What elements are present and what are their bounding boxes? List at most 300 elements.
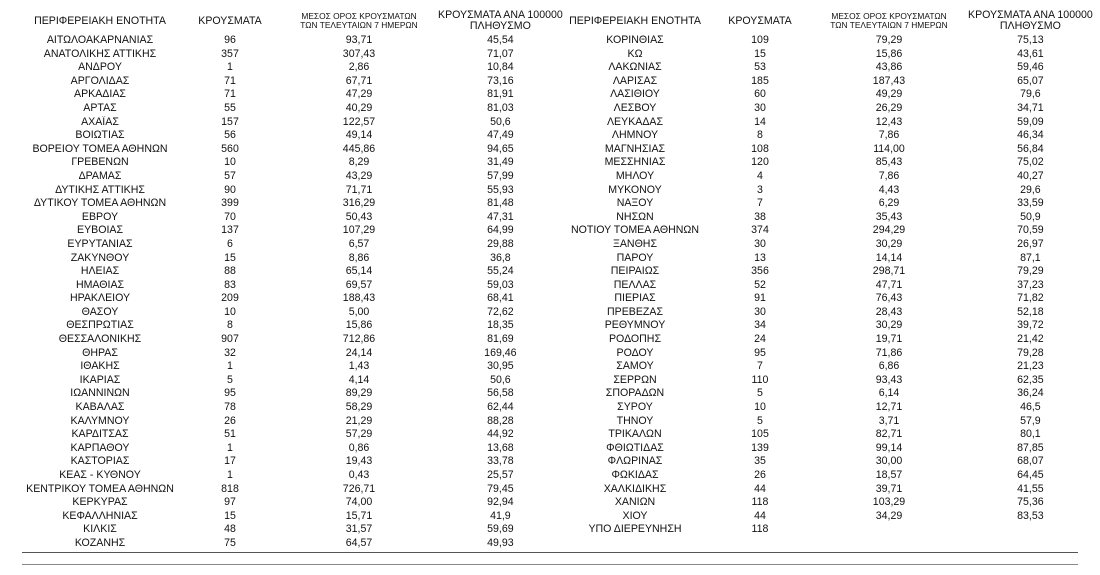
per100k-cell: 50,6 bbox=[490, 373, 511, 386]
table-row bbox=[560, 510, 1093, 524]
table-row bbox=[20, 116, 563, 130]
table-row bbox=[20, 197, 563, 211]
table-row bbox=[560, 401, 1093, 415]
region-cell: ΡΕΘΥΜΝΟΥ bbox=[604, 319, 666, 332]
table-row bbox=[20, 279, 563, 293]
table-row bbox=[560, 102, 1093, 116]
cases-cell: 357 bbox=[221, 47, 239, 60]
region-cell: ΣΕΡΡΩΝ bbox=[613, 373, 657, 386]
cases-cell: 8 bbox=[757, 129, 763, 142]
region-cell: ΚΑΣΤΟΡΙΑΣ bbox=[70, 455, 130, 468]
table-row bbox=[20, 537, 563, 551]
cases-cell: 13 bbox=[754, 251, 766, 264]
region-cell: ΕΥΡΥΤΑΝΙΑΣ bbox=[67, 237, 133, 250]
header-per100k-line2: ΠΛΗΘΥΣΜΟ bbox=[469, 20, 531, 32]
region-cell: ΚΕΦΑΛΛΗΝΙΑΣ bbox=[62, 509, 138, 522]
per100k-cell: 44,92 bbox=[487, 428, 514, 441]
table-row bbox=[20, 102, 563, 116]
avg7-cell: 114,00 bbox=[873, 142, 905, 155]
per100k-cell: 75,36 bbox=[1017, 496, 1044, 509]
cases-cell: 5 bbox=[227, 373, 233, 386]
cases-cell: 78 bbox=[224, 401, 236, 414]
table-row bbox=[20, 170, 563, 184]
per100k-cell: 37,23 bbox=[1017, 278, 1044, 291]
region-cell: ΚΕΡΚΥΡΑΣ bbox=[72, 496, 128, 509]
table-row bbox=[20, 319, 563, 333]
region-cell: ΘΕΣΣΑΛΟΝΙΚΗΣ bbox=[58, 333, 142, 346]
avg7-cell: 19,71 bbox=[875, 333, 903, 346]
table-row bbox=[560, 265, 1093, 279]
region-cell: ΜΑΓΝΗΣΙΑΣ bbox=[604, 142, 666, 155]
region-cell: ΝΗΣΩΝ bbox=[616, 210, 654, 223]
region-cell: ΙΚΑΡΙΑΣ bbox=[79, 373, 121, 386]
cases-cell: 110 bbox=[751, 373, 769, 386]
region-cell: ΠΕΙΡΑΙΩΣ bbox=[610, 265, 660, 278]
per100k-cell: 62,35 bbox=[1017, 373, 1044, 386]
cases-cell: 7 bbox=[757, 360, 763, 373]
avg7-cell: 31,57 bbox=[345, 523, 373, 536]
per100k-cell: 92,94 bbox=[487, 496, 514, 509]
header-region bbox=[560, 8, 710, 34]
cases-cell: 3 bbox=[757, 183, 763, 196]
header-cases-text: ΚΡΟΥΣΜΑΤΑ bbox=[728, 14, 792, 27]
avg7-cell: 316,29 bbox=[342, 197, 376, 210]
region-cell: ΝΟΤΙΟΥ ΤΟΜΕΑ ΑΘΗΝΩΝ bbox=[570, 224, 700, 237]
cases-cell: 560 bbox=[221, 142, 239, 155]
cases-cell: 17 bbox=[224, 455, 236, 468]
region-cell: ΒΟΙΩΤΙΑΣ bbox=[75, 129, 125, 142]
avg7-cell: 39,71 bbox=[875, 482, 903, 495]
region-cell: ΥΠΟ ΔΙΕΡΕΥΝΗΣΗ bbox=[588, 523, 682, 536]
region-cell: ΠΙΕΡΙΑΣ bbox=[614, 292, 656, 305]
per100k-cell: 41,9 bbox=[490, 509, 511, 522]
region-cell: ΣΠΟΡΑΔΩΝ bbox=[605, 387, 665, 400]
header-cases bbox=[180, 8, 280, 34]
avg7-cell: 6,86 bbox=[878, 360, 900, 373]
avg7-cell: 2,86 bbox=[348, 61, 370, 74]
per100k-cell: 47,49 bbox=[487, 129, 514, 142]
cases-cell: 91 bbox=[754, 292, 766, 305]
avg7-cell: 89,29 bbox=[345, 387, 373, 400]
header-avg7 bbox=[810, 8, 968, 34]
per100k-cell: 73,16 bbox=[487, 74, 514, 87]
region-cell: ΦΩΚΙΔΑΣ bbox=[611, 469, 659, 481]
table-row bbox=[560, 156, 1093, 170]
per100k-cell: 83,53 bbox=[1017, 509, 1044, 522]
per100k-cell: 29,88 bbox=[487, 237, 514, 250]
cases-cell: 57 bbox=[224, 169, 236, 182]
table-row bbox=[20, 347, 563, 361]
avg7-cell: 14,14 bbox=[875, 251, 903, 264]
per100k-cell: 87,85 bbox=[1017, 441, 1044, 454]
cases-cell: 51 bbox=[224, 428, 236, 441]
cases-cell: 10 bbox=[224, 305, 236, 318]
avg7-cell: 726,71 bbox=[342, 482, 376, 495]
table-row bbox=[560, 333, 1093, 347]
cases-cell: 10 bbox=[224, 156, 236, 169]
avg7-cell: 43,86 bbox=[875, 61, 903, 74]
region-cell: ΧΑΛΚΙΔΙΚΗΣ bbox=[603, 482, 667, 495]
cases-cell: 139 bbox=[751, 441, 769, 454]
per100k-cell: 50,6 bbox=[490, 115, 511, 128]
table-row bbox=[20, 61, 563, 75]
cases-cell: 48 bbox=[224, 523, 236, 536]
region-cell: ΚΑΡΔΙΤΣΑΣ bbox=[71, 428, 129, 441]
table-row bbox=[560, 306, 1093, 320]
per100k-cell: 33,59 bbox=[1017, 197, 1044, 210]
cases-cell: 137 bbox=[221, 224, 239, 237]
table-row bbox=[560, 523, 1093, 537]
avg7-cell: 8,29 bbox=[348, 156, 370, 169]
per100k-cell: 59,69 bbox=[487, 523, 514, 536]
per100k-cell: 79,6 bbox=[1020, 88, 1041, 101]
table-row bbox=[20, 238, 563, 252]
cases-table-right bbox=[560, 8, 1093, 537]
cases-cell: 26 bbox=[754, 469, 766, 481]
table-row bbox=[560, 34, 1093, 48]
avg7-cell: 0,43 bbox=[348, 469, 370, 481]
avg7-cell: 19,43 bbox=[345, 455, 373, 468]
avg7-cell: 15,71 bbox=[345, 509, 373, 522]
region-cell: ΝΑΞΟΥ bbox=[616, 197, 654, 210]
per100k-cell: 94,65 bbox=[487, 142, 514, 155]
table-header-row bbox=[560, 8, 1093, 34]
region-cell: ΑΝΑΤΟΛΙΚΗΣ ΑΤΤΙΚΗΣ bbox=[43, 47, 157, 60]
per100k-cell: 56,84 bbox=[1017, 142, 1044, 155]
avg7-cell: 7,86 bbox=[878, 169, 900, 182]
per100k-cell: 169,46 bbox=[484, 346, 517, 359]
per100k-cell: 26,97 bbox=[1017, 237, 1044, 250]
header-cases-text: ΚΡΟΥΣΜΑΤΑ bbox=[198, 14, 262, 27]
avg7-cell: 47,71 bbox=[875, 278, 903, 291]
avg7-cell: 74,00 bbox=[345, 496, 373, 509]
table-row bbox=[20, 469, 563, 483]
region-cell: ΚΕΑΣ - ΚΥΘΝΟΥ bbox=[59, 469, 141, 481]
per100k-cell: 81,48 bbox=[487, 197, 514, 210]
cases-cell: 56 bbox=[224, 129, 236, 142]
per100k-cell: 59,03 bbox=[487, 278, 514, 291]
region-cell: ΓΡΕΒΕΝΩΝ bbox=[71, 156, 129, 169]
region-cell: ΦΘΙΩΤΙΔΑΣ bbox=[606, 441, 664, 454]
region-cell: ΘΗΡΑΣ bbox=[82, 346, 118, 359]
cases-cell: 26 bbox=[224, 414, 236, 427]
per100k-cell: 68,41 bbox=[487, 292, 514, 305]
avg7-cell: 79,29 bbox=[875, 34, 903, 46]
cases-cell: 118 bbox=[751, 496, 769, 509]
cases-cell: 71 bbox=[224, 74, 236, 87]
table-row bbox=[560, 197, 1093, 211]
avg7-cell: 69,57 bbox=[345, 278, 373, 291]
avg7-cell: 30,29 bbox=[875, 237, 903, 250]
per100k-cell: 81,69 bbox=[487, 333, 514, 346]
table-row bbox=[20, 143, 563, 157]
header-region-text: ΠΕΡΙΦΕΡΕΙΑΚΗ ΕΝΟΤΗΤΑ bbox=[569, 14, 701, 27]
region-cell: ΑΡΓΟΛΙΔΑΣ bbox=[70, 74, 130, 87]
cases-cell: 907 bbox=[221, 333, 239, 346]
table-row bbox=[20, 156, 563, 170]
region-cell: ΑΙΤΩΛΟΑΚΑΡΝΑΝΙΑΣ bbox=[46, 34, 154, 46]
per100k-cell: 10,84 bbox=[487, 61, 514, 74]
per100k-cell: 30,95 bbox=[487, 360, 514, 373]
cases-cell: 7 bbox=[757, 197, 763, 210]
cases-cell: 14 bbox=[754, 115, 766, 128]
cases-cell: 35 bbox=[754, 455, 766, 468]
cases-cell: 5 bbox=[757, 387, 763, 400]
table-row bbox=[20, 374, 563, 388]
cases-cell: 34 bbox=[754, 319, 766, 332]
table-row bbox=[560, 170, 1093, 184]
region-cell: ΛΕΣΒΟΥ bbox=[613, 101, 657, 114]
per100k-cell: 55,24 bbox=[487, 265, 514, 278]
cases-cell: 4 bbox=[757, 169, 763, 182]
avg7-cell: 107,29 bbox=[342, 224, 376, 237]
cases-cell: 55 bbox=[224, 101, 236, 114]
cases-cell: 109 bbox=[751, 34, 769, 46]
avg7-cell: 99,14 bbox=[875, 441, 903, 454]
avg7-cell: 49,14 bbox=[345, 129, 373, 142]
cases-cell: 1 bbox=[227, 61, 233, 74]
table-row bbox=[20, 129, 563, 143]
per100k-cell: 65,07 bbox=[1017, 74, 1044, 87]
per100k-cell: 31,49 bbox=[487, 156, 514, 169]
per100k-cell: 81,03 bbox=[487, 101, 514, 114]
region-cell: ΚΑΛΥΜΝΟΥ bbox=[70, 414, 130, 427]
table-row bbox=[20, 523, 563, 537]
table-row bbox=[560, 184, 1093, 198]
cases-cell: 90 bbox=[224, 183, 236, 196]
cases-cell: 24 bbox=[754, 333, 766, 346]
per100k-cell: 21,23 bbox=[1017, 360, 1044, 373]
table-row bbox=[20, 306, 563, 320]
cases-cell: 157 bbox=[221, 115, 239, 128]
avg7-cell: 4,14 bbox=[348, 373, 370, 386]
cases-cell: 95 bbox=[754, 346, 766, 359]
region-cell: ΖΑΚΥΝΘΟΥ bbox=[70, 251, 130, 264]
region-cell: ΚΕΝΤΡΙΚΟΥ ΤΟΜΕΑ ΑΘΗΝΩΝ bbox=[26, 482, 174, 495]
region-cell: ΣΥΡΟΥ bbox=[617, 401, 653, 414]
cases-cell: 15 bbox=[224, 509, 236, 522]
table-row bbox=[560, 483, 1093, 497]
region-cell: ΛΑΚΩΝΙΑΣ bbox=[608, 61, 662, 74]
table-row bbox=[560, 374, 1093, 388]
avg7-cell: 43,29 bbox=[345, 169, 373, 182]
per100k-cell: 13,68 bbox=[487, 441, 514, 454]
cases-cell: 44 bbox=[754, 509, 766, 522]
per100k-cell: 39,72 bbox=[1017, 319, 1044, 332]
avg7-cell: 6,57 bbox=[348, 237, 370, 250]
table-row bbox=[20, 387, 563, 401]
region-cell: ΚΑΡΠΑΘΟΥ bbox=[70, 441, 130, 454]
table-row bbox=[560, 143, 1093, 157]
table-row bbox=[560, 61, 1093, 75]
table-row bbox=[560, 252, 1093, 266]
per100k-cell: 64,45 bbox=[1017, 469, 1044, 481]
region-cell: ΛΑΡΙΣΑΣ bbox=[612, 74, 658, 87]
per100k-cell: 34,71 bbox=[1017, 101, 1044, 114]
per100k-cell: 79,28 bbox=[1017, 346, 1044, 359]
avg7-cell: 93,43 bbox=[875, 373, 903, 386]
header-avg7-line1: ΜΕΣΟΣ ΟΡΟΣ ΚΡΟΥΣΜΑΤΩΝ bbox=[301, 10, 417, 21]
per100k-cell: 40,27 bbox=[1017, 169, 1044, 182]
region-cell: ΑΝΔΡΟΥ bbox=[78, 61, 122, 74]
table-row bbox=[20, 455, 563, 469]
avg7-cell: 6,29 bbox=[878, 197, 900, 210]
table-row bbox=[20, 292, 563, 306]
avg7-cell: 18,57 bbox=[875, 469, 903, 481]
cases-cell: 15 bbox=[754, 47, 766, 60]
avg7-cell: 294,29 bbox=[872, 224, 906, 237]
region-cell: ΠΑΡΟΥ bbox=[616, 251, 654, 264]
avg7-cell: 64,57 bbox=[345, 536, 373, 549]
region-cell: ΔΡΑΜΑΣ bbox=[78, 169, 122, 182]
table-row bbox=[560, 387, 1093, 401]
cases-table-right-body bbox=[560, 34, 1093, 537]
per100k-cell: 64,99 bbox=[487, 224, 514, 237]
avg7-cell: 93,71 bbox=[345, 34, 373, 46]
table-row bbox=[560, 496, 1093, 510]
table-row bbox=[560, 360, 1093, 374]
table-row bbox=[560, 48, 1093, 62]
avg7-cell: 15,86 bbox=[875, 47, 903, 60]
avg7-cell: 3,71 bbox=[878, 414, 900, 427]
avg7-cell: 47,29 bbox=[345, 88, 373, 101]
table-row bbox=[560, 292, 1093, 306]
table-row bbox=[560, 469, 1093, 483]
table-row bbox=[20, 224, 563, 238]
avg7-cell: 307,43 bbox=[342, 47, 376, 60]
region-cell: ΦΛΩΡΙΝΑΣ bbox=[607, 455, 663, 468]
cases-cell: 71 bbox=[224, 88, 236, 101]
header-per100k-line2: ΠΛΗΘΥΣΜΟ bbox=[999, 20, 1061, 32]
avg7-cell: 21,29 bbox=[345, 414, 373, 427]
region-cell: ΧΙΟΥ bbox=[622, 509, 648, 522]
region-cell: ΞΑΝΘΗΣ bbox=[612, 237, 658, 250]
avg7-cell: 71,71 bbox=[345, 183, 373, 196]
cases-cell: 8 bbox=[227, 319, 233, 332]
cases-cell: 44 bbox=[754, 482, 766, 495]
table-row bbox=[20, 211, 563, 225]
table-row bbox=[20, 360, 563, 374]
table-row bbox=[560, 224, 1093, 238]
per100k-cell: 36,24 bbox=[1017, 387, 1044, 400]
region-cell: ΧΑΝΙΩΝ bbox=[614, 496, 656, 509]
avg7-cell: 5,00 bbox=[348, 305, 370, 318]
cases-cell: 52 bbox=[754, 278, 766, 291]
avg7-cell: 187,43 bbox=[872, 74, 906, 87]
table-row bbox=[20, 496, 563, 510]
avg7-cell: 30,00 bbox=[875, 455, 903, 468]
avg7-cell: 24,14 bbox=[345, 346, 373, 359]
per100k-cell: 33,78 bbox=[487, 455, 514, 468]
cases-cell: 1 bbox=[227, 469, 233, 481]
region-cell: ΛΗΜΝΟΥ bbox=[611, 129, 659, 142]
cases-cell: 38 bbox=[754, 210, 766, 223]
avg7-cell: 34,29 bbox=[875, 509, 903, 522]
table-row bbox=[20, 428, 563, 442]
avg7-cell: 82,71 bbox=[875, 428, 903, 441]
region-cell: ΒΟΡΕΙΟΥ ΤΟΜΕΑ ΑΘΗΝΩΝ bbox=[32, 142, 168, 155]
cases-cell: 105 bbox=[751, 428, 769, 441]
avg7-cell: 49,29 bbox=[875, 88, 903, 101]
table-row bbox=[20, 442, 563, 456]
table-row bbox=[20, 415, 563, 429]
per100k-cell: 59,09 bbox=[1017, 115, 1044, 128]
region-cell: ΗΜΑΘΙΑΣ bbox=[75, 278, 125, 291]
per100k-cell: 57,99 bbox=[487, 169, 514, 182]
region-cell: ΜΕΣΣΗΝΙΑΣ bbox=[604, 156, 666, 169]
table-row bbox=[560, 455, 1093, 469]
cases-cell: 399 bbox=[221, 197, 239, 210]
footer-divider bbox=[22, 564, 1078, 565]
cases-table-left bbox=[20, 8, 563, 551]
cases-cell: 88 bbox=[224, 265, 236, 278]
region-cell: ΡΟΔΟΥ bbox=[616, 346, 654, 359]
per100k-cell: 50,9 bbox=[1020, 210, 1041, 223]
cases-cell: 118 bbox=[751, 523, 769, 536]
cases-cell: 6 bbox=[227, 237, 233, 250]
avg7-cell: 12,43 bbox=[875, 115, 903, 128]
cases-cell: 185 bbox=[751, 74, 769, 87]
per100k-cell: 80,1 bbox=[1020, 428, 1041, 441]
region-cell: ΚΙΛΚΙΣ bbox=[83, 523, 117, 536]
header-per100k-line1: ΚΡΟΥΣΜΑΤΑ ΑΝΑ 100000 bbox=[438, 9, 563, 21]
cases-cell: 75 bbox=[224, 536, 236, 549]
table-row bbox=[560, 129, 1093, 143]
region-cell: ΛΑΣΙΘΙΟΥ bbox=[610, 88, 660, 101]
region-cell: ΠΕΛΛΑΣ bbox=[613, 278, 657, 291]
region-cell: ΕΒΡΟΥ bbox=[81, 210, 119, 223]
per100k-cell: 70,59 bbox=[1017, 224, 1044, 237]
table-row bbox=[560, 116, 1093, 130]
cases-cell: 97 bbox=[224, 496, 236, 509]
table-row bbox=[560, 88, 1093, 102]
per100k-cell: 81,91 bbox=[487, 88, 514, 101]
table-row bbox=[20, 401, 563, 415]
per100k-cell: 36,8 bbox=[490, 251, 511, 264]
cases-cell: 108 bbox=[751, 142, 769, 155]
bottom-divider bbox=[22, 552, 1078, 553]
cases-cell: 60 bbox=[754, 88, 766, 101]
avg7-cell: 67,71 bbox=[345, 74, 373, 87]
cases-cell: 70 bbox=[224, 210, 236, 223]
per100k-cell: 68,07 bbox=[1017, 455, 1044, 468]
region-cell: ΚΟΡΙΝΘΙΑΣ bbox=[606, 34, 664, 46]
region-cell: ΜΗΛΟΥ bbox=[615, 169, 655, 182]
header-avg7-line2: ΤΩΝ ΤΕΛΕΥΤΑΙΩΝ 7 ΗΜΕΡΩΝ bbox=[300, 20, 418, 30]
region-cell: ΡΟΔΟΠΗΣ bbox=[608, 333, 662, 346]
per100k-cell: 87,1 bbox=[1020, 251, 1041, 264]
region-cell: ΑΡΤΑΣ bbox=[83, 101, 117, 114]
avg7-cell: 4,43 bbox=[878, 183, 900, 196]
region-cell: ΣΑΜΟΥ bbox=[616, 360, 654, 373]
avg7-cell: 122,57 bbox=[342, 115, 376, 128]
per100k-cell: 57,9 bbox=[1020, 414, 1041, 427]
table-row bbox=[560, 211, 1093, 225]
region-cell: ΚΟΖΑΝΗΣ bbox=[74, 536, 126, 549]
table-row bbox=[20, 252, 563, 266]
region-cell: ΘΑΣΟΥ bbox=[81, 305, 119, 318]
per100k-cell: 71,82 bbox=[1017, 292, 1044, 305]
per100k-cell bbox=[968, 523, 1093, 537]
per100k-cell: 41,55 bbox=[1017, 482, 1044, 495]
region-cell: ΗΛΕΙΑΣ bbox=[80, 265, 120, 278]
region-cell: ΤΗΝΟΥ bbox=[616, 414, 654, 427]
avg7-cell: 50,43 bbox=[345, 210, 373, 223]
cases-cell: 356 bbox=[751, 265, 769, 278]
region-cell: ΙΩΑΝΝΙΝΩΝ bbox=[70, 387, 130, 400]
avg7-cell: 30,29 bbox=[875, 319, 903, 332]
per100k-cell: 56,58 bbox=[487, 387, 514, 400]
